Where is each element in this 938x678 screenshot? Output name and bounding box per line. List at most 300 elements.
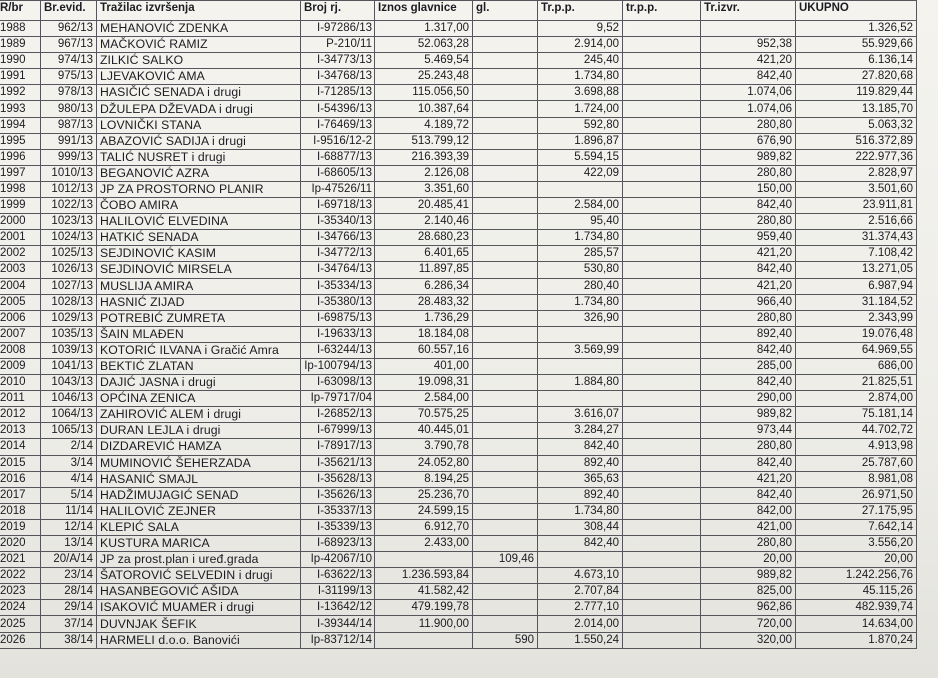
cell-tr-izvr: 892,40: [701, 326, 796, 342]
cell-tr-pp: 842,40: [538, 439, 623, 455]
cell-tr-izvr: 959,40: [701, 230, 796, 246]
cell-tr-pp-2: [623, 181, 701, 197]
cell-iznos-glavnice: 10.387,64: [375, 101, 473, 117]
cell-rbr: 2021: [0, 552, 41, 568]
cell-gl: [473, 294, 538, 310]
cell-gl: [473, 262, 538, 278]
cell-trazilac: JP za prost.plan i uređ.grada: [97, 552, 301, 568]
cell-ukupno: 6.136,14: [796, 53, 917, 69]
cell-iznos-glavnice: 6.912,70: [375, 519, 473, 535]
cell-br-evid: 1035/13: [41, 326, 97, 342]
cell-br-evid: 1046/13: [41, 391, 97, 407]
cell-broj-rj: I-63244/13: [301, 342, 375, 358]
cell-tr-izvr: 280,80: [701, 439, 796, 455]
cell-gl: [473, 342, 538, 358]
cell-trazilac: HASNIĆ ZIJAD: [97, 294, 301, 310]
cell-rbr: 2020: [0, 536, 41, 552]
table-row: [0, 552, 917, 568]
cell-trazilac: BEKTIĆ ZLATAN: [97, 358, 301, 374]
cell-tr-pp: 592,80: [538, 117, 623, 133]
cell-iznos-glavnice: 25.243,48: [375, 69, 473, 85]
cell-ukupno: 2.874,00: [796, 391, 917, 407]
cell-trazilac: DIZDAREVIĆ HAMZA: [97, 439, 301, 455]
cell-iznos-glavnice: 60.557,16: [375, 342, 473, 358]
header-broj-rj: Broj rj.: [301, 1, 375, 21]
cell-tr-pp: 1.884,80: [538, 375, 623, 391]
cell-br-evid: 975/13: [41, 69, 97, 85]
table-row: [0, 117, 917, 133]
cell-br-evid: 28/14: [41, 584, 97, 600]
cell-tr-izvr: 20,00: [701, 552, 796, 568]
cell-ukupno: 1.242.256,76: [796, 568, 917, 584]
cell-tr-pp: 1.734,80: [538, 230, 623, 246]
table-row: [0, 536, 917, 552]
table-row: [0, 85, 917, 101]
cell-tr-pp-2: [623, 117, 701, 133]
cell-br-evid: 20/A/14: [41, 552, 97, 568]
cell-rbr: 2000: [0, 214, 41, 230]
cell-ukupno: 19.076,48: [796, 326, 917, 342]
cell-trazilac: DŽULEPA DŽEVADA i drugi: [97, 101, 301, 117]
cell-rbr: 2010: [0, 375, 41, 391]
cell-tr-izvr: 952,38: [701, 37, 796, 53]
header-tr-pp: Tr.p.p.: [538, 1, 623, 21]
table-row: [0, 568, 917, 584]
table-row: [0, 407, 917, 423]
cell-broj-rj: I-35340/13: [301, 214, 375, 230]
cell-gl: [473, 37, 538, 53]
header-ukupno: UKUPNO: [796, 1, 917, 21]
cell-trazilac: ŠATOROVIĆ SELVEDIN i drugi: [97, 568, 301, 584]
cell-trazilac: OPĆINA ZENICA: [97, 391, 301, 407]
cell-rbr: 2024: [0, 600, 41, 616]
cell-rbr: 2001: [0, 230, 41, 246]
cell-tr-izvr: 720,00: [701, 616, 796, 632]
cell-tr-pp: 892,40: [538, 455, 623, 471]
cell-gl: [473, 214, 538, 230]
cell-ukupno: 23.911,81: [796, 198, 917, 214]
cell-rbr: 2012: [0, 407, 41, 423]
cell-tr-izvr: 280,80: [701, 117, 796, 133]
table-row: [0, 391, 917, 407]
cell-trazilac: MUSLIJA AMIRA: [97, 278, 301, 294]
cell-tr-izvr: 966,40: [701, 294, 796, 310]
cell-trazilac: DAJIĆ JASNA i drugi: [97, 375, 301, 391]
cell-ukupno: 6.987,94: [796, 278, 917, 294]
cell-gl: [473, 584, 538, 600]
cell-tr-pp-2: [623, 439, 701, 455]
cell-gl: [473, 278, 538, 294]
cell-rbr: 2016: [0, 471, 41, 487]
cell-trazilac: HALILOVIĆ ZEJNER: [97, 503, 301, 519]
cell-gl: [473, 439, 538, 455]
cell-trazilac: HASANIĆ SMAJL: [97, 471, 301, 487]
table-row: [0, 326, 917, 342]
cell-tr-pp: 2.914,00: [538, 37, 623, 53]
cell-ukupno: 21.825,51: [796, 375, 917, 391]
cell-tr-pp: 842,40: [538, 536, 623, 552]
cell-iznos-glavnice: 11.897,85: [375, 262, 473, 278]
cell-tr-pp-2: [623, 214, 701, 230]
cell-br-evid: 1039/13: [41, 342, 97, 358]
table-row: [0, 246, 917, 262]
cell-br-evid: 1010/13: [41, 165, 97, 181]
cell-tr-izvr: 421,20: [701, 246, 796, 262]
cell-ukupno: 31.374,43: [796, 230, 917, 246]
cell-iznos-glavnice: 19.098,31: [375, 375, 473, 391]
cell-gl: [473, 165, 538, 181]
cell-broj-rj: I-35621/13: [301, 455, 375, 471]
cell-iznos-glavnice: 40.445,01: [375, 423, 473, 439]
cell-trazilac: JP ZA PROSTORNO PLANIR: [97, 181, 301, 197]
cell-rbr: 1988: [0, 21, 41, 37]
cell-rbr: 2013: [0, 423, 41, 439]
header-tr-pp-2: tr.p.p.: [623, 1, 701, 21]
cell-iznos-glavnice: 70.575,25: [375, 407, 473, 423]
table-row: [0, 310, 917, 326]
table-row: [0, 342, 917, 358]
cell-trazilac: SEJDINOVIĆ KASIM: [97, 246, 301, 262]
cell-br-evid: 37/14: [41, 616, 97, 632]
cell-trazilac: ABAZOVIĆ SADIJA i drugi: [97, 133, 301, 149]
table-row: [0, 423, 917, 439]
cell-tr-pp-2: [623, 85, 701, 101]
cell-broj-rj: Ip-100794/13: [301, 358, 375, 374]
table-row: [0, 471, 917, 487]
table-row: [0, 503, 917, 519]
table-row: [0, 278, 917, 294]
cell-tr-pp: 95,40: [538, 214, 623, 230]
cell-gl: 590: [473, 632, 538, 648]
cell-tr-pp-2: [623, 133, 701, 149]
cell-broj-rj: I-76469/13: [301, 117, 375, 133]
cell-gl: [473, 181, 538, 197]
cell-rbr: 2014: [0, 439, 41, 455]
cell-iznos-glavnice: 8.194,25: [375, 471, 473, 487]
cell-tr-izvr: 842,40: [701, 375, 796, 391]
cell-broj-rj: I-19633/13: [301, 326, 375, 342]
cell-gl: [473, 471, 538, 487]
cell-br-evid: 1024/13: [41, 230, 97, 246]
cell-tr-pp: 1.550,24: [538, 632, 623, 648]
header-tr-izvr: Tr.izvr.: [701, 1, 796, 21]
cell-tr-pp-2: [623, 519, 701, 535]
header-trazilac: Tražilac izvršenja: [97, 1, 301, 21]
header-br-evid: Br.evid.: [41, 1, 97, 21]
cell-gl: [473, 503, 538, 519]
cell-tr-pp: 3.616,07: [538, 407, 623, 423]
cell-br-evid: 29/14: [41, 600, 97, 616]
cell-rbr: 2019: [0, 519, 41, 535]
cell-broj-rj: I-34768/13: [301, 69, 375, 85]
cell-trazilac: ŠAIN MLAĐEN: [97, 326, 301, 342]
cell-tr-izvr: 1.074,06: [701, 85, 796, 101]
table-row: [0, 262, 917, 278]
cell-tr-izvr: 825,00: [701, 584, 796, 600]
cell-gl: 109,46: [473, 552, 538, 568]
cell-iznos-glavnice: 4.189,72: [375, 117, 473, 133]
cell-tr-izvr: 421,20: [701, 278, 796, 294]
header-iznos-glavnice: Iznos glavnice: [375, 1, 473, 21]
cell-rbr: 2017: [0, 487, 41, 503]
cell-broj-rj: I-63622/13: [301, 568, 375, 584]
cell-ukupno: 55.929,66: [796, 37, 917, 53]
cell-gl: [473, 423, 538, 439]
cell-trazilac: MUMINOVIĆ ŠEHERZADA: [97, 455, 301, 471]
cell-br-evid: 978/13: [41, 85, 97, 101]
cell-tr-pp: 308,44: [538, 519, 623, 535]
cell-gl: [473, 246, 538, 262]
cell-broj-rj: I-97286/13: [301, 21, 375, 37]
cell-rbr: 2025: [0, 616, 41, 632]
cell-trazilac: KUSTURA MARICA: [97, 536, 301, 552]
cell-iznos-glavnice: 28.483,32: [375, 294, 473, 310]
cell-gl: [473, 487, 538, 503]
cell-tr-izvr: 842,40: [701, 455, 796, 471]
cell-broj-rj: I-39344/14: [301, 616, 375, 632]
cell-gl: [473, 536, 538, 552]
cell-broj-rj: Ip-42067/10: [301, 552, 375, 568]
cell-rbr: 1990: [0, 53, 41, 69]
header-rbr: R/br: [0, 1, 41, 21]
cell-rbr: 2005: [0, 294, 41, 310]
cell-ukupno: 5.063,32: [796, 117, 917, 133]
cell-trazilac: POTREBIĆ ZUMRETA: [97, 310, 301, 326]
cell-rbr: 2015: [0, 455, 41, 471]
cell-iznos-glavnice: 1.736,29: [375, 310, 473, 326]
cell-gl: [473, 455, 538, 471]
cell-ukupno: 2.828,97: [796, 165, 917, 181]
cell-broj-rj: I-68605/13: [301, 165, 375, 181]
cell-gl: [473, 375, 538, 391]
cell-br-evid: 1022/13: [41, 198, 97, 214]
cell-tr-pp-2: [623, 552, 701, 568]
cell-br-evid: 3/14: [41, 455, 97, 471]
cell-tr-izvr: 421,20: [701, 471, 796, 487]
cell-rbr: 2009: [0, 358, 41, 374]
cell-tr-pp: 9,52: [538, 21, 623, 37]
cell-br-evid: 999/13: [41, 149, 97, 165]
cell-br-evid: 11/14: [41, 503, 97, 519]
cell-tr-pp-2: [623, 375, 701, 391]
cell-broj-rj: I-35380/13: [301, 294, 375, 310]
table-row: [0, 230, 917, 246]
cell-broj-rj: I-54396/13: [301, 101, 375, 117]
cell-tr-pp-2: [623, 632, 701, 648]
cell-iznos-glavnice: 115.056,50: [375, 85, 473, 101]
cell-tr-pp: 4.673,10: [538, 568, 623, 584]
cell-tr-pp: 1.724,00: [538, 101, 623, 117]
cell-iznos-glavnice: 5.469,54: [375, 53, 473, 69]
cell-trazilac: KLEPIĆ SALA: [97, 519, 301, 535]
cell-tr-pp-2: [623, 487, 701, 503]
cell-tr-pp: [538, 358, 623, 374]
cell-ukupno: 686,00: [796, 358, 917, 374]
cell-tr-izvr: 842,40: [701, 69, 796, 85]
cell-tr-pp-2: [623, 536, 701, 552]
cell-ukupno: 75.181,14: [796, 407, 917, 423]
cell-tr-izvr: 842,40: [701, 262, 796, 278]
cell-br-evid: 1028/13: [41, 294, 97, 310]
cell-rbr: 1991: [0, 69, 41, 85]
table-row: [0, 600, 917, 616]
cell-broj-rj: I-34773/13: [301, 53, 375, 69]
table-row: [0, 181, 917, 197]
table-row: [0, 584, 917, 600]
cell-br-evid: 1029/13: [41, 310, 97, 326]
cell-trazilac: ČOBO AMIRA: [97, 198, 301, 214]
cell-trazilac: BEGANOVIĆ AZRA: [97, 165, 301, 181]
cell-gl: [473, 133, 538, 149]
cell-broj-rj: I-35626/13: [301, 487, 375, 503]
cell-broj-rj: I-67999/13: [301, 423, 375, 439]
cell-rbr: 2003: [0, 262, 41, 278]
cell-br-evid: 38/14: [41, 632, 97, 648]
table-row: [0, 198, 917, 214]
cell-rbr: 2023: [0, 584, 41, 600]
cell-ukupno: 14.634,00: [796, 616, 917, 632]
cell-br-evid: 987/13: [41, 117, 97, 133]
cell-tr-pp-2: [623, 342, 701, 358]
cell-iznos-glavnice: 6.286,34: [375, 278, 473, 294]
cell-ukupno: 31.184,52: [796, 294, 917, 310]
cell-tr-pp-2: [623, 310, 701, 326]
cell-tr-pp: 892,40: [538, 487, 623, 503]
cell-ukupno: 2.343,99: [796, 310, 917, 326]
cell-iznos-glavnice: 24.052,80: [375, 455, 473, 471]
table-row: [0, 519, 917, 535]
cell-rbr: 2002: [0, 246, 41, 262]
cell-tr-izvr: 280,80: [701, 214, 796, 230]
cell-iznos-glavnice: 24.599,15: [375, 503, 473, 519]
cell-ukupno: 13.185,70: [796, 101, 917, 117]
cell-tr-pp: 2.014,00: [538, 616, 623, 632]
cell-rbr: 2011: [0, 391, 41, 407]
cell-ukupno: 7.108,42: [796, 246, 917, 262]
header-gl: gl.: [473, 1, 538, 21]
cell-tr-pp-2: [623, 407, 701, 423]
cell-gl: [473, 198, 538, 214]
cell-ukupno: 2.516,66: [796, 214, 917, 230]
cell-tr-pp: 530,80: [538, 262, 623, 278]
cell-iznos-glavnice: 2.126,08: [375, 165, 473, 181]
cell-trazilac: HALILOVIĆ ELVEDINA: [97, 214, 301, 230]
cell-rbr: 2018: [0, 503, 41, 519]
cell-gl: [473, 310, 538, 326]
cell-tr-pp-2: [623, 198, 701, 214]
cell-broj-rj: I-35337/13: [301, 503, 375, 519]
cell-ukupno: 1.326,52: [796, 21, 917, 37]
cell-ukupno: 4.913,98: [796, 439, 917, 455]
cell-iznos-glavnice: 216.393,39: [375, 149, 473, 165]
cell-tr-izvr: 280,80: [701, 310, 796, 326]
cell-broj-rj: I-69875/13: [301, 310, 375, 326]
table-row: [0, 375, 917, 391]
cell-trazilac: HATKIĆ SENADA: [97, 230, 301, 246]
cell-broj-rj: I-35628/13: [301, 471, 375, 487]
table-row: [0, 439, 917, 455]
cell-br-evid: 1023/13: [41, 214, 97, 230]
cell-tr-pp-2: [623, 278, 701, 294]
cell-br-evid: 12/14: [41, 519, 97, 535]
cell-tr-pp: 2.777,10: [538, 600, 623, 616]
cell-tr-pp-2: [623, 326, 701, 342]
cell-br-evid: 991/13: [41, 133, 97, 149]
cell-iznos-glavnice: 25.236,70: [375, 487, 473, 503]
cell-tr-pp-2: [623, 149, 701, 165]
cell-tr-pp: 1.734,80: [538, 503, 623, 519]
cell-rbr: 1992: [0, 85, 41, 101]
cell-tr-izvr: 962,86: [701, 600, 796, 616]
cell-br-evid: 974/13: [41, 53, 97, 69]
cell-trazilac: HADŽIMUJAGIĆ SENAD: [97, 487, 301, 503]
cell-rbr: 1997: [0, 165, 41, 181]
cell-ukupno: 3.556,20: [796, 536, 917, 552]
cell-broj-rj: I-31199/13: [301, 584, 375, 600]
cell-gl: [473, 101, 538, 117]
cell-ukupno: 25.787,60: [796, 455, 917, 471]
cell-tr-izvr: 676,90: [701, 133, 796, 149]
cell-tr-pp-2: [623, 391, 701, 407]
cell-tr-pp-2: [623, 262, 701, 278]
cell-ukupno: 516.372,89: [796, 133, 917, 149]
cell-trazilac: DUVNJAK ŠEFIK: [97, 616, 301, 632]
cell-br-evid: 2/14: [41, 439, 97, 455]
cell-iznos-glavnice: 52.063,28: [375, 37, 473, 53]
cell-ukupno: 64.969,55: [796, 342, 917, 358]
cell-broj-rj: I-35339/13: [301, 519, 375, 535]
cell-rbr: 2026: [0, 632, 41, 648]
cell-tr-pp: 3.284,27: [538, 423, 623, 439]
cell-tr-izvr: 285,00: [701, 358, 796, 374]
cell-tr-izvr: 320,00: [701, 632, 796, 648]
cell-tr-izvr: 842,40: [701, 198, 796, 214]
cell-tr-pp: 285,57: [538, 246, 623, 262]
table-row: [0, 101, 917, 117]
cell-ukupno: 8.981,08: [796, 471, 917, 487]
cell-ukupno: 45.115,26: [796, 584, 917, 600]
cell-tr-pp-2: [623, 37, 701, 53]
cell-tr-pp-2: [623, 165, 701, 181]
table-row: [0, 133, 917, 149]
cell-gl: [473, 600, 538, 616]
cell-gl: [473, 117, 538, 133]
cell-br-evid: 5/14: [41, 487, 97, 503]
cell-br-evid: 13/14: [41, 536, 97, 552]
cell-ukupno: 3.501,60: [796, 181, 917, 197]
cell-tr-pp-2: [623, 455, 701, 471]
cell-rbr: 2022: [0, 568, 41, 584]
cell-rbr: 1996: [0, 149, 41, 165]
cell-broj-rj: I-69718/13: [301, 198, 375, 214]
cell-iznos-glavnice: 18.184,08: [375, 326, 473, 342]
cell-tr-pp: [538, 552, 623, 568]
cell-tr-izvr: 842,40: [701, 487, 796, 503]
cell-rbr: 1994: [0, 117, 41, 133]
cell-tr-izvr: 989,82: [701, 568, 796, 584]
cell-iznos-glavnice: 28.680,23: [375, 230, 473, 246]
cell-tr-pp-2: [623, 230, 701, 246]
cell-tr-pp-2: [623, 616, 701, 632]
cell-br-evid: 23/14: [41, 568, 97, 584]
cell-gl: [473, 616, 538, 632]
cell-ukupno: 222.977,36: [796, 149, 917, 165]
cell-tr-pp: [538, 181, 623, 197]
cell-rbr: 2004: [0, 278, 41, 294]
table-row: [0, 294, 917, 310]
cell-trazilac: MAČKOVIĆ RAMIZ: [97, 37, 301, 53]
cell-gl: [473, 519, 538, 535]
